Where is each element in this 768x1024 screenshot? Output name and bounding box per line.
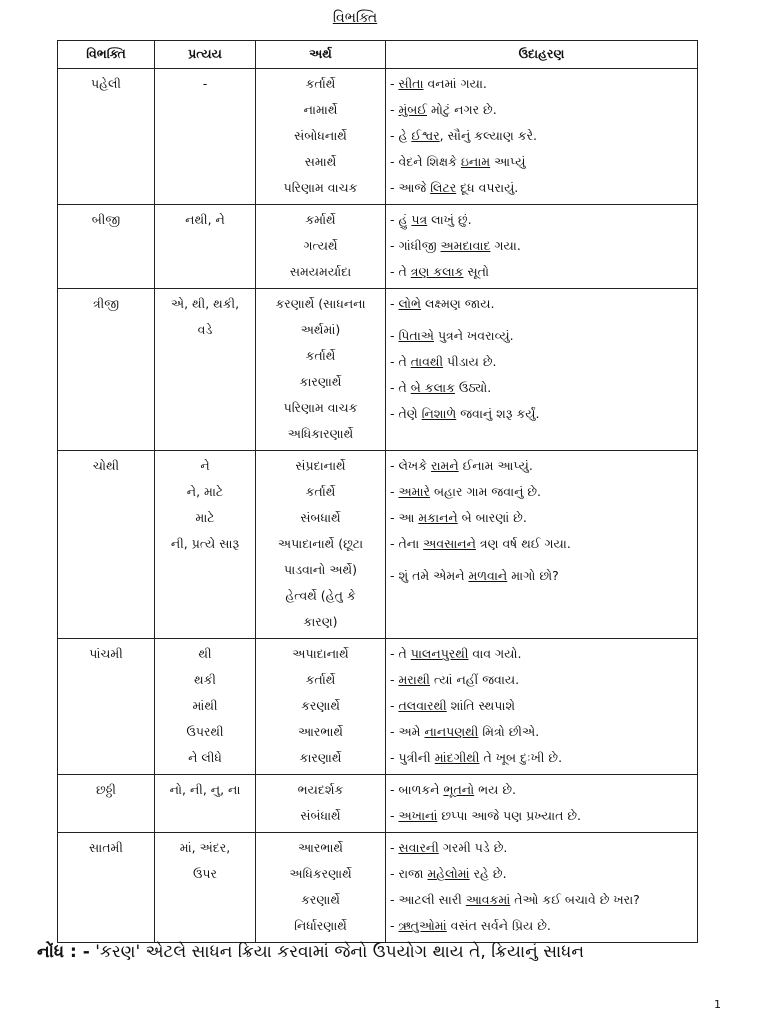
- example-sentence: [390, 323, 693, 349]
- example-sentence: [390, 149, 693, 175]
- header-vibhakti: વિભક્તિ: [58, 41, 155, 69]
- example-text: - આજે: [390, 180, 431, 195]
- example-sentence: [390, 375, 693, 401]
- arth-item: કર્તાર્થે: [305, 672, 336, 687]
- vibhakti-cell: [58, 205, 155, 289]
- arth-item: કરણાર્થે: [301, 892, 340, 907]
- note-text: 'કરણ' એટલે સાધન ક્રિયા કરવામાં જેનો ઉપયોગ થાય તે, ક્રિયાનું સાધન: [89, 942, 585, 962]
- example-highlight: ઋતુઓમાં: [398, 918, 447, 933]
- example-text: -: [390, 484, 399, 499]
- pratyay-cell: [155, 451, 256, 639]
- arth-cell: [256, 451, 386, 639]
- example-text: સૂતો: [463, 264, 489, 279]
- arth-item: અર્થમાં): [300, 322, 341, 337]
- pratyay-item: માટે: [195, 510, 215, 525]
- example-sentence: [390, 803, 693, 829]
- udaharan-cell: [386, 833, 698, 943]
- example-text: આપ્યું: [490, 154, 526, 169]
- arth-item: સમયમર્યાદા: [289, 264, 352, 279]
- pratyay-item: -: [202, 76, 208, 91]
- arth-item: આરભાર્થે: [297, 724, 343, 739]
- example-text: પુત્રને ખવરાવ્યું.: [433, 328, 514, 343]
- example-highlight: મરાથી: [398, 672, 430, 687]
- arth-item: કારણાર્થે: [299, 374, 342, 389]
- udaharan-cell: [386, 205, 698, 289]
- example-text: - ગાંધીજી: [390, 238, 441, 253]
- example-highlight: પાલનપુરથી: [410, 646, 469, 661]
- example-sentence: [390, 861, 693, 887]
- example-sentence: [390, 175, 693, 201]
- example-text: -: [390, 76, 399, 91]
- example-text: લાખું છું.: [427, 212, 472, 227]
- arth-item: ભયદર્શક: [297, 782, 344, 797]
- arth-item: કરણાર્થે (સાધનના: [275, 296, 366, 311]
- vibhakti-name: ચોથી: [92, 458, 120, 473]
- arth-item: કર્તાર્થે: [305, 484, 336, 499]
- example-highlight: મળવાને: [468, 568, 508, 583]
- example-sentence: [390, 233, 693, 259]
- example-highlight: અમારે: [398, 484, 431, 499]
- udaharan-cell: [386, 69, 698, 205]
- example-text: જવાનું શરૂ કર્યું.: [456, 406, 540, 421]
- arth-item: સંબધાર્થે: [300, 510, 341, 525]
- pratyay-item: ને: [200, 458, 210, 473]
- table-row: [58, 775, 698, 833]
- example-highlight: આવકમાં: [465, 892, 511, 907]
- pratyay-item: માં, અંદર,: [179, 840, 231, 855]
- vibhakti-cell: [58, 289, 155, 451]
- pratyay-item: નથી, ને: [185, 212, 225, 227]
- example-text: ઉઠ્યો.: [454, 380, 492, 395]
- example-text: લક્ષ્મણ જાય.: [421, 296, 495, 311]
- example-text: - બાળકને: [390, 782, 444, 797]
- example-highlight: ભૂતનો: [443, 782, 475, 797]
- vibhakti-cell: [58, 639, 155, 775]
- example-text: માગો છો?: [507, 568, 559, 583]
- example-text: ગરમી પડે છે.: [438, 840, 508, 855]
- pratyay-item: થી: [198, 646, 212, 661]
- example-highlight: મકાનને: [418, 510, 458, 525]
- example-sentence: [390, 531, 693, 557]
- arth-item: કરણાર્થે: [301, 698, 340, 713]
- example-text: ગયા.: [490, 238, 521, 253]
- header-udaharan: ઉદાહરણ: [386, 41, 698, 69]
- pratyay-item: ની, પ્રત્યે સારૂ: [170, 536, 240, 551]
- example-highlight: લોભે: [398, 296, 422, 311]
- arth-item: નામાર્થે: [303, 102, 338, 117]
- example-text: , સૌનું કલ્યાણ કરે.: [439, 128, 538, 143]
- example-highlight: તલવારથી: [398, 698, 447, 713]
- example-text: ત્રણ વર્ષ થઈ ગયા.: [475, 536, 571, 551]
- arth-cell: [256, 639, 386, 775]
- pratyay-cell: [155, 775, 256, 833]
- pratyay-cell: [155, 205, 256, 289]
- pratyay-item: ને, માટે: [186, 484, 224, 499]
- arth-item: સંબંધાર્થે: [300, 808, 341, 823]
- example-text: -: [390, 698, 399, 713]
- example-highlight: મહેલોમાં: [427, 866, 470, 881]
- example-text: તે ખૂબ દુઃખી છે.: [479, 750, 563, 765]
- pratyay-item: નો, ની, નુ, ના: [169, 782, 241, 797]
- arth-item: પરિણામ વાચક: [283, 180, 358, 195]
- vibhakti-name: પાંચમી: [89, 646, 123, 661]
- arth-item: હેત્વર્થે (હેતુ કે: [285, 588, 356, 603]
- example-sentence: [390, 777, 693, 803]
- example-text: દૂધ વપરાયું.: [456, 180, 519, 195]
- example-highlight: પત્ર: [411, 212, 428, 227]
- example-text: પીડાય છે.: [443, 354, 497, 369]
- vibhakti-cell: [58, 775, 155, 833]
- arth-item: કર્તાર્થે: [305, 76, 336, 91]
- example-sentence: [390, 349, 693, 375]
- arth-cell: [256, 205, 386, 289]
- example-highlight: લિટર: [430, 180, 457, 195]
- example-highlight: માંદગીથી: [434, 750, 480, 765]
- example-text: - તેના: [390, 536, 424, 551]
- example-text: - શું તમે એમને: [390, 568, 469, 583]
- arth-item: આરભાર્થે: [297, 840, 343, 855]
- udaharan-cell: [386, 289, 698, 451]
- example-sentence: [390, 479, 693, 505]
- table-row: [58, 833, 698, 943]
- udaharan-cell: [386, 451, 698, 639]
- example-text: ભય છે.: [474, 782, 517, 797]
- arth-item: અધિકારણાર્થે: [287, 426, 354, 441]
- example-text: - પુત્રીની: [390, 750, 435, 765]
- table-row: [58, 69, 698, 205]
- example-text: બે બારણાં છે.: [457, 510, 527, 525]
- vibhakti-cell: [58, 833, 155, 943]
- example-sentence: [390, 745, 693, 771]
- example-sentence: [390, 401, 693, 427]
- example-text: - તેણે: [390, 406, 422, 421]
- example-text: મિત્રો છીએ.: [478, 724, 540, 739]
- vibhakti-name: પહેલી: [90, 76, 122, 91]
- example-sentence: [390, 693, 693, 719]
- example-text: -: [390, 102, 399, 117]
- example-text: વાવ ગયો.: [468, 646, 522, 661]
- example-highlight: અમદાવાદ: [440, 238, 491, 253]
- example-text: - તે: [390, 646, 411, 661]
- arth-item: સંબોધનાર્થે: [294, 128, 347, 143]
- pratyay-item: માંથી: [192, 698, 218, 713]
- vibhakti-table: [57, 40, 698, 943]
- arth-item: કર્તાર્થે: [305, 348, 336, 363]
- vibhakti-name: બીજી: [91, 212, 121, 227]
- example-text: -: [390, 840, 399, 855]
- example-text: - આ: [390, 510, 419, 525]
- example-text: -: [390, 296, 399, 311]
- example-highlight: નિશાળે: [421, 406, 457, 421]
- example-sentence: [390, 453, 693, 479]
- arth-item: ગત્યર્થે: [303, 238, 338, 253]
- example-text: બહાર ગામ જવાનું છે.: [430, 484, 542, 499]
- example-highlight: રામને: [431, 458, 459, 473]
- arth-item: પરિણામ વાચક: [283, 400, 358, 415]
- arth-item: અધિકરણાર્થે: [289, 866, 352, 881]
- vibhakti-name: સાતમી: [89, 840, 123, 855]
- header-arth: અર્થ: [256, 41, 386, 69]
- table-header-row: [58, 41, 698, 69]
- pratyay-cell: [155, 289, 256, 451]
- example-text: છપ્પા આજે પણ પ્રખ્યાત છે.: [437, 808, 581, 823]
- arth-item: અપાદાનાર્થે (છૂટા: [277, 536, 364, 551]
- arth-item: નિર્ધારણાર્થે: [294, 918, 347, 933]
- vibhakti-cell: [58, 451, 155, 639]
- header-pratyay: પ્રત્યય: [155, 41, 256, 69]
- example-text: - આટલી સારી: [390, 892, 466, 907]
- example-sentence: [390, 667, 693, 693]
- example-text: - હું: [390, 212, 412, 227]
- example-highlight: બે કલાક: [410, 380, 455, 395]
- example-sentence: [390, 259, 693, 285]
- example-highlight: પિતાએ: [398, 328, 434, 343]
- table-row: [58, 451, 698, 639]
- example-sentence: [390, 97, 693, 123]
- table-row: [58, 205, 698, 289]
- example-highlight: ઈશ્વર: [411, 128, 440, 143]
- example-text: વસંત સર્વને પ્રિય છે.: [446, 918, 551, 933]
- example-text: શાંતિ સ્થપાશે: [446, 698, 516, 713]
- example-text: -: [390, 918, 399, 933]
- example-text: -: [390, 672, 399, 687]
- example-text: મોટું નગર છે.: [427, 102, 497, 117]
- pratyay-item: ને લીધે: [188, 750, 222, 765]
- arth-item: અપાદાનાર્થે: [292, 646, 349, 661]
- arth-item: સમાર્થે: [304, 154, 337, 169]
- example-text: - રાજા: [390, 866, 428, 881]
- arth-item: કર્માર્થે: [305, 212, 336, 227]
- example-text: ઈનામ આપ્યું.: [458, 458, 533, 473]
- pratyay-item: એ, થી, થકી,: [170, 296, 240, 311]
- example-text: રહે છે.: [469, 866, 507, 881]
- example-highlight: મુંબઈ: [398, 102, 427, 117]
- example-highlight: ઇનામ: [460, 154, 491, 169]
- example-text: ત્યાં નહીં જવાય.: [430, 672, 520, 687]
- example-text: - અમે: [390, 724, 425, 739]
- arth-cell: [256, 289, 386, 451]
- arth-item: કારણાર્થે: [299, 750, 342, 765]
- example-sentence: [390, 505, 693, 531]
- pratyay-item: ઉપર: [192, 866, 218, 881]
- example-text: વનમાં ગયા.: [423, 76, 487, 91]
- example-text: - તે: [390, 354, 411, 369]
- example-text: -: [390, 328, 399, 343]
- pratyay-cell: [155, 639, 256, 775]
- example-highlight: તાવથી: [410, 354, 444, 369]
- example-highlight: અખાનાં: [398, 808, 438, 823]
- example-text: -: [390, 808, 399, 823]
- table-row: [58, 289, 698, 451]
- udaharan-cell: [386, 775, 698, 833]
- example-sentence: [390, 719, 693, 745]
- example-sentence: [390, 207, 693, 233]
- example-sentence: [390, 835, 693, 861]
- example-sentence: [390, 291, 693, 317]
- arth-cell: [256, 775, 386, 833]
- arth-item: પાડવાનો અર્થે): [284, 562, 357, 577]
- example-highlight: સવારની: [398, 840, 439, 855]
- vibhakti-name: ત્રીજી: [92, 296, 120, 311]
- pratyay-cell: [155, 69, 256, 205]
- example-highlight: અવસાનને: [423, 536, 476, 551]
- example-sentence: [390, 887, 693, 913]
- example-text: - લેખકે: [390, 458, 432, 473]
- example-sentence: [390, 123, 693, 149]
- example-highlight: સીતા: [398, 76, 424, 91]
- arth-cell: [256, 833, 386, 943]
- pratyay-item: વડે: [197, 322, 213, 337]
- example-sentence: [390, 641, 693, 667]
- arth-cell: [256, 69, 386, 205]
- example-sentence: [390, 71, 693, 97]
- udaharan-cell: [386, 639, 698, 775]
- note: [37, 942, 584, 962]
- example-sentence: [390, 913, 693, 939]
- page-number: 1: [714, 998, 721, 1011]
- example-highlight: નાનપણથી: [424, 724, 479, 739]
- arth-item: સંપ્રદાનાર્થે: [295, 458, 346, 473]
- pratyay-cell: [155, 833, 256, 943]
- vibhakti-cell: [58, 69, 155, 205]
- example-highlight: ત્રણ કલાક: [410, 264, 464, 279]
- pratyay-item: ઉપરથી: [186, 724, 224, 739]
- table-row: [58, 639, 698, 775]
- pratyay-item: થકી: [194, 672, 216, 687]
- example-text: - વેદને શિક્ષકે: [390, 154, 461, 169]
- example-text: - તે: [390, 380, 411, 395]
- example-text: તેઓ કઈ બચાવે છે ખરા?: [510, 892, 640, 907]
- vibhakti-name: છઠ્ઠી: [95, 782, 116, 797]
- example-text: - તે: [390, 264, 411, 279]
- page-title: વિભક્તિ: [332, 10, 378, 26]
- arth-item: કારણ): [303, 614, 338, 629]
- example-sentence: [390, 563, 693, 589]
- example-text: - હે: [390, 128, 412, 143]
- note-label: નોંધ : -: [37, 942, 90, 962]
